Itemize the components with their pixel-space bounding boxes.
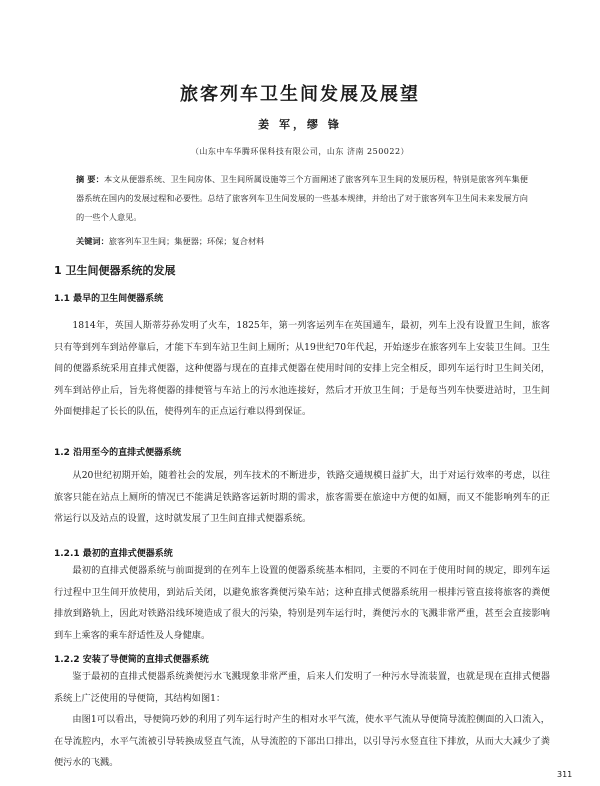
page-number: 311 [557, 770, 573, 779]
abstract-label: 摘 要： [76, 174, 104, 184]
section-1-2-heading: 1.2 沿用至今的直排式便器系统 [54, 448, 182, 458]
section-1-2-2-heading: 1.2.2 安装了导便筒的直排式便器系统 [54, 655, 209, 665]
section-1-heading: 1 卫生间便器系统的发展 [54, 264, 176, 277]
section-1-2-1-heading: 1.2.1 最初的直排式便器系统 [54, 549, 173, 559]
abstract-text: 本文从便器系统、卫生间房体、卫生间所属设施等三个方面阐述了旅客列车卫生间的发展历程，特别是旅客列车集便器系统在国内的发展过程和必要性。总结了旅客列车卫生间发展的一些基本规律，并给出了对于旅客列车卫生间未来发展方向的一些个人意见。 [76, 174, 528, 222]
abstract-block [76, 170, 528, 227]
section-1-1-paragraph: 1814年，英国人斯蒂芬孙发明了火车，1825年，第一列客运列车在英国通车，最初，列车上没有设置卫生间，旅客只有等到列车到站停靠后，才能下车到车站卫生间上厕所；从19世纪70年代起，开始逐步在旅客列车上安装卫生间。卫生间的便器系统采用直排式便器，这种便器与现在的直排式便器在使用时间的安排上完全相反，即列车运行时卫生间关闭，列车到站停止后，旨先将便器的排便管与车站上的污水池连接好，然后才开放卫生间；于是每当列车快要进站时，卫生间外面便排起了长长的队伍，使得列车的正点运行难以得到保证。 [54, 320, 550, 417]
section-1-2-1-paragraph: 最初的直排式便器系统与前面提到的在列车上设置的便器系统基本相同，主要的不同在于使用时间的规定，即列车运行过程中卫生间开放使用，到站后关闭，以避免旅客粪便污染车站；这种直排式便器系统用一根排污管直接将旅客的粪便排放到路轨上，因此对铁路沿线环境造成了很大的污染，特别是列车运行时，粪便污水的飞溅非常严重，甚至会直接影响到车上乘客的乘车舒适性及人身健康。 [54, 565, 550, 641]
paper-title: 旅客列车卫生间发展及展望 [180, 84, 420, 105]
paper-authors: 姜 军，缪 锋 [258, 118, 342, 131]
section-1-2-paragraph: 从20世纪初期开始，随着社会的发展，列车技术的不断进步，铁路交通规模日益扩大，出于对运行效率的考虑，以往旅客只能在站点上厕所的情况已不能满足铁路客运新时期的需求，旅客需要在旅途中方便的如厕，而又不能影响列车的正常运行以及站点的设置，这时就发展了卫生间直排式便器系统。 [54, 470, 550, 524]
section-1-2-2-paragraph-2: 由图1可以看出，导便筒巧妙的利用了列车运行时产生的相对水平气流，使水平气流从导便筒导流腔侧面的入口流入，在导流腔内，水平气流被引导转换成竖直气流，从导流腔的下部出口排出，以引导污水竖直往下排放，从而大大减少了粪便污水的飞溅。 [54, 714, 550, 768]
section-1-2-2-paragraph-1: 鉴于最初的直排式便器系统粪便污水飞溅现象非常严重，后来人们发明了一种污水导流装置，也就是现在直排式便器系统上广泛使用的导便筒，其结构如图1： [54, 671, 550, 704]
keywords-text: 旅客列车卫生间；集便器；环保；复合材料 [108, 236, 265, 246]
paper-affiliation: （山东中车华腾环保科技有限公司，山东 济南 250022） [190, 147, 410, 156]
keywords-block [76, 236, 528, 247]
keywords-label: 关键词： [76, 236, 109, 246]
section-1-1-heading: 1.1 最早的卫生间便器系统 [54, 294, 164, 304]
